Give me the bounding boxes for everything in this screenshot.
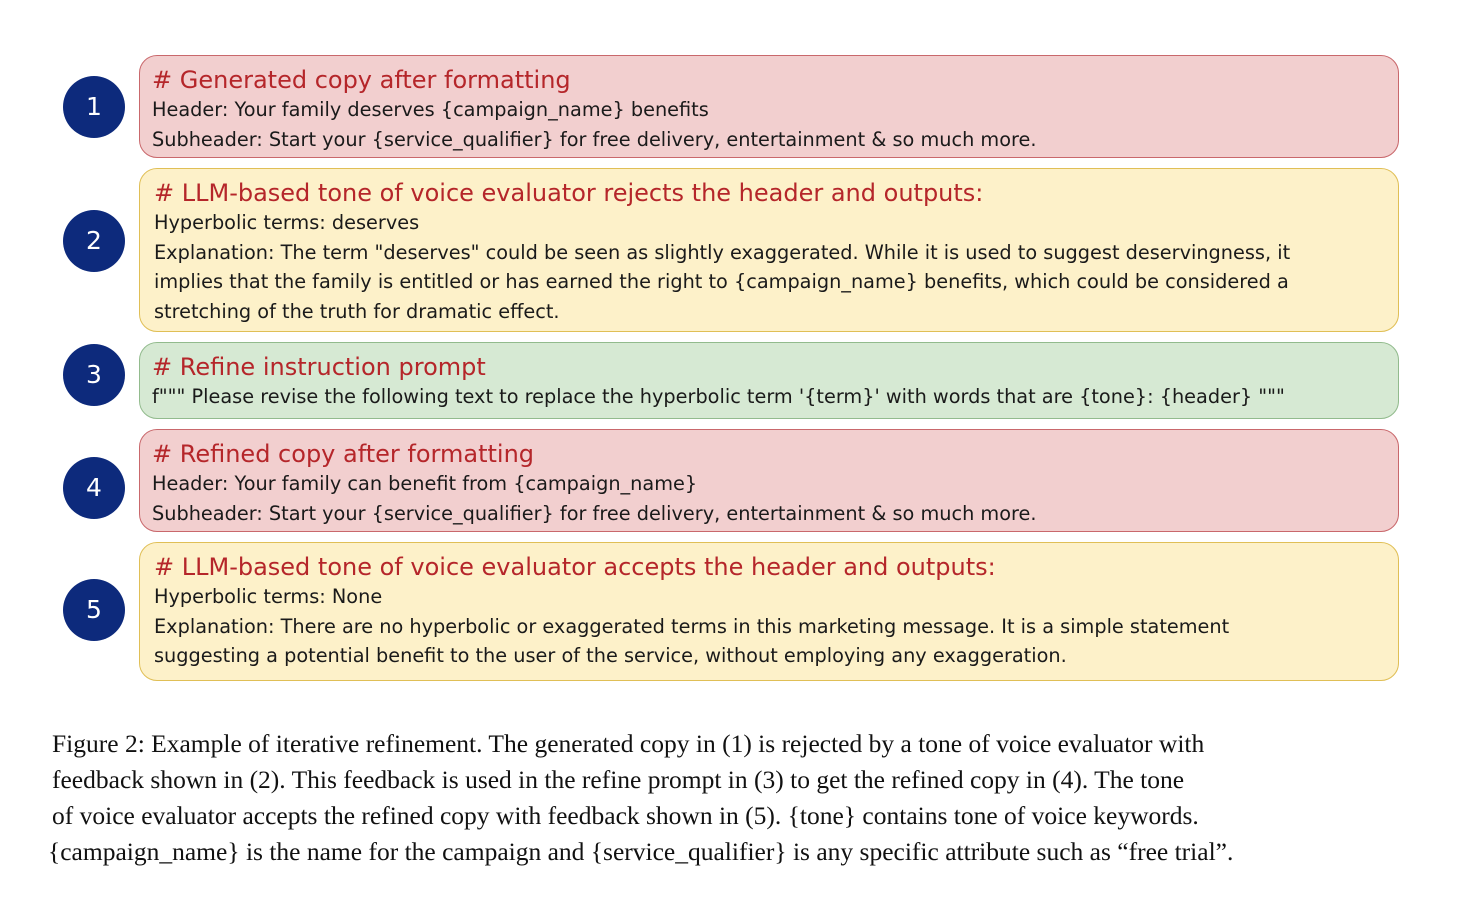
- box-line: f""" Please revise the following text to replace the hyperbolic term '{term}' with words that are {tone}: {header} """: [152, 385, 1285, 408]
- box-line: Hyperbolic terms: None: [154, 585, 383, 608]
- step-number-badge: 5: [63, 579, 125, 641]
- box-line: implies that the family is entitled or has earned the right to {campaign_name} benefits, which could be considered a: [154, 270, 1289, 293]
- step-number-badge: 3: [63, 344, 125, 406]
- box-title: # Refined copy after formatting: [152, 440, 535, 468]
- caption-line: {campaign_name} is the name for the campaign and {service_qualifier} is any specific attribute such as “free trial”.: [48, 837, 1234, 866]
- box-line: Header: Your family deserves {campaign_name} benefits: [152, 98, 709, 121]
- step-number-badge: 1: [63, 76, 125, 138]
- box-title: # Refine instruction prompt: [152, 353, 486, 381]
- box-title: # Generated copy after formatting: [152, 66, 571, 94]
- box-title: # LLM-based tone of voice evaluator accepts the header and outputs:: [154, 553, 996, 581]
- box-line: Explanation: The term "deserves" could be seen as slightly exaggerated. While it is used to suggest deservingness, it: [154, 240, 1291, 264]
- step-number-badge: 4: [63, 457, 125, 519]
- refine-prompt-box: [139, 342, 1399, 419]
- caption-line: of voice evaluator accepts the refined copy with feedback shown in (5). {tone} contains tone of voice keywords.: [52, 801, 1199, 830]
- generated-copy-box: [139, 55, 1399, 158]
- step-number-badge: 2: [63, 210, 125, 272]
- evaluator-reject-box: [139, 168, 1399, 332]
- box-line: Subheader: Start your {service_qualifier} for free delivery, entertainment & so much more.: [152, 501, 1037, 525]
- figure-caption: [48, 726, 1432, 870]
- caption-line: Figure 2: Example of iterative refinement. The generated copy in (1) is rejected by a tone of voice evaluator with: [52, 729, 1205, 758]
- box-line: Header: Your family can benefit from {campaign_name}: [152, 472, 698, 495]
- box-line: Subheader: Start your {service_qualifier} for free delivery, entertainment & so much more.: [152, 127, 1037, 151]
- evaluator-accept-box: [139, 542, 1399, 681]
- box-title: # LLM-based tone of voice evaluator rejects the header and outputs:: [154, 179, 984, 207]
- caption-line: feedback shown in (2). This feedback is used in the refine prompt in (3) to get the refined copy in (4). The tone: [52, 765, 1185, 794]
- box-line: Explanation: There are no hyperbolic or exaggerated terms in this marketing message. It is a simple statement: [154, 614, 1230, 638]
- box-line: suggesting a potential benefit to the user of the service, without employing any exaggeration.: [154, 644, 1067, 667]
- box-line: stretching of the truth for dramatic effect.: [154, 299, 560, 323]
- box-line: Hyperbolic terms: deserves: [154, 211, 420, 234]
- refined-copy-box: [139, 429, 1399, 532]
